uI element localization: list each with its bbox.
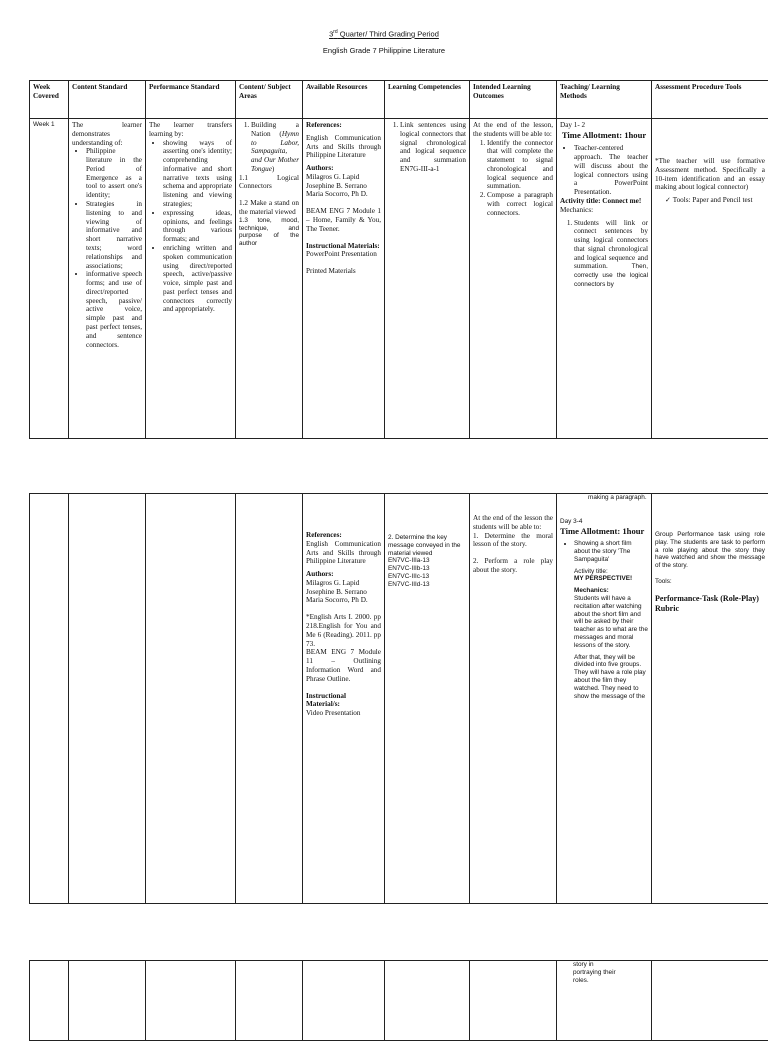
performance-standard-cell	[146, 961, 236, 1041]
competencies-cell: 2. Determine the key message conveyed in the material viewed EN7VC-IIIa-13 EN7VC-IIIb-13 EN7VC-IIIc-13 EN7VC-IIId-13	[385, 494, 470, 904]
table-header-row	[30, 81, 768, 119]
resources-cell: References: English Communication Arts and Skills through Philippine Literature Authors: Milagros G. Lapid Josephine B. Serrano Maria Socorro, Ph D. BEAM ENG 7 Module 1 – Home, Family & You, The Teener. Instructional Materials: PowerPoint Presentation Printed Materials	[303, 119, 385, 439]
competency-code: EN7VC-IIId-13	[388, 581, 466, 589]
col-header-performance-standard: Performance Standard	[146, 81, 236, 119]
col-header-assessment: Assessment Procedure Tools	[652, 81, 768, 119]
competencies-cell: 1. Link sentences using logical connectors that signal chronological and logical sequence and summation EN7G-III-a-1	[385, 119, 470, 439]
resources-cell	[303, 961, 385, 1041]
outcomes-cell: At the end of the lesson, the students will be able to: 1. Identify the connector that will complete the statement to signal chronological and logical sequence and summation. 2. Compose a paragraph with correct logical connectors.	[470, 119, 557, 439]
content-subject-cell: 1. Building a Nation (Hymn to Labor, Sampaguita, and Our Mother Tongue) 1.1 Logical Connectors 1.2 Make a stand on the material viewed 1.3 tone, mood, technique, and purpose of the author	[236, 119, 303, 439]
content-subject-cell	[236, 494, 303, 904]
doc-subtitle: English Grade 7 Philippine Literature	[0, 46, 768, 55]
outcomes-cell	[470, 961, 557, 1041]
competency-code: EN7VC-IIIa-13	[388, 557, 466, 565]
checkmark-icon: ✓ Tools: Paper and Pencil test	[665, 196, 765, 205]
col-header-resources: Available Resources	[303, 81, 385, 119]
assessment-cell: Group Performance task using role play. The students are task to perform a role playing about the story they have watched and show the message of the story. Tools: Performance-Task (Role-Play) Rubric	[652, 494, 768, 904]
performance-standard-cell: The learner transfers learning by: • showing ways of asserting one's identity; comprehending informative and short narrative texts using schema and appropriate listening and viewing strategies; • expressing ideas, opinions, and feelings through various formats; and • enriching written and spoken communication using direct/reported speech, active/passive voice, simple past and past perfect tenses and connectors correctly and appropriately.	[146, 119, 236, 439]
col-header-competencies: Learning Competencies	[385, 81, 470, 119]
week-cell	[30, 961, 69, 1041]
lesson-table-page1	[29, 80, 768, 439]
col-header-methods: Teaching/ Learning Methods	[557, 81, 652, 119]
assessment-cell	[652, 961, 768, 1041]
content-standard-cell	[69, 961, 146, 1041]
competency-code: EN7VC-IIIb-13	[388, 565, 466, 573]
content-subject-cell	[236, 961, 303, 1041]
content-standard-cell	[69, 494, 146, 904]
lesson-table-page3	[29, 960, 768, 1041]
col-header-week: Week Covered	[30, 81, 69, 119]
methods-cell: making a paragraph. Day 3-4 Time Allotment: 1hour • Showing a short film about the story 'The Sampaguita' Activity title: MY PERSPECTIVE! Mechanics: Students will have a recitation after watching about the short film and will be asked by their teacher as to what are the messages and moral lessons of the story. After that, they will be divided into five groups. They will have a role play about the film they watched. They need to show the message of the	[557, 494, 652, 904]
doc-title: 3rd Quarter/ Third Grading Period	[0, 29, 768, 39]
table-row	[30, 119, 768, 439]
performance-standard-cell	[146, 494, 236, 904]
col-header-content-subject: Content/ Subject Areas	[236, 81, 303, 119]
lesson-table-page2	[29, 493, 768, 904]
col-header-outcomes: Intended Learning Outcomes	[470, 81, 557, 119]
methods-cell: story in portraying their roles.	[557, 961, 652, 1041]
competencies-cell	[385, 961, 470, 1041]
table-row	[30, 961, 768, 1041]
content-standard-cell: The learner demonstrates understanding of: • Philippine literature in the Period of Emergence as a tool to assert one's identity; • Strategies in listening to and viewing of informative and short narrative texts; word relationships and associations; • informative speech forms; and use of direct/reported speech, passive/ active voice, simple past and past perfect tenses, and sentence connectors.	[69, 119, 146, 439]
resources-cell: References: English Communication Arts and Skills through Philippine Literature Authors: Milagros G. Lapid Josephine B. Serrano Maria Socorro, Ph D. *English Arts I. 2000. pp 218.English for You and Me 6 (Reading). 2011. pp 73. BEAM ENG 7 Module 11 – Outlining Information Word and Phrase Outline. Instructional Material/s: Video Presentation	[303, 494, 385, 904]
assessment-cell: *The teacher will use formative Assessment method. Specifically a 10-item identification and an essay making about logical connector) ✓ Tools: Paper and Pencil test	[652, 119, 768, 439]
week-cell: Week 1	[30, 119, 69, 439]
col-header-content-standard: Content Standard	[69, 81, 146, 119]
table-row	[30, 494, 768, 904]
week-cell	[30, 494, 69, 904]
methods-cell: Day 1- 2 Time Allotment: 1hour • Teacher-centered approach. The teacher will discuss about the logical connectors using a PowerPoint Presentation. Activity title: Connect me! Mechanics: 1. Students will link or connect sentences by using logical connectors that signal chronological and logical sequence and summation. Then, correctly use the logical connectors by	[557, 119, 652, 439]
competency-code: EN7VC-IIIc-13	[388, 573, 466, 581]
outcomes-cell: At the end of the lesson the students will be able to: 1. Determine the moral lesson of the story. 2. Perform a role play about the story.	[470, 494, 557, 904]
